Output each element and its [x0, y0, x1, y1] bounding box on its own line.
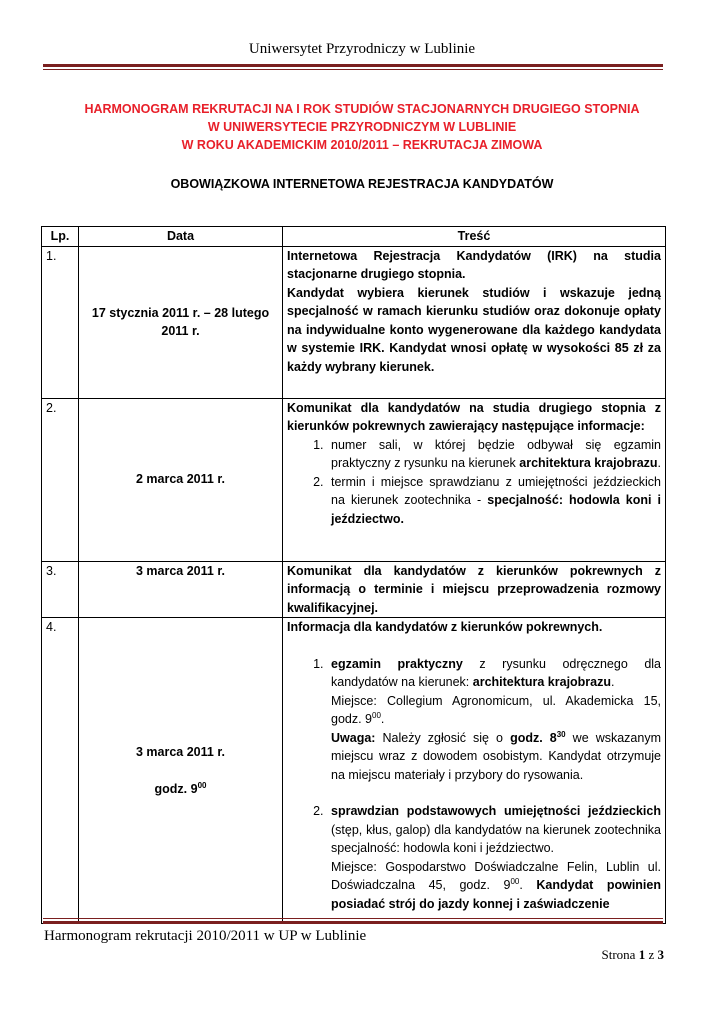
title-line: W ROKU AKADEMICKIM 2010/2011 – REKRUTACJA ZIMOWA [181, 138, 543, 152]
row-content [283, 618, 666, 924]
row-date: 17 stycznia 2011 r. – 28 lutego 2011 r. [79, 246, 283, 398]
footer-rule [43, 921, 663, 924]
list-item: 2. termin i miejsce sprawdzianu z umiejętności jeździeckich na kierunek zootechnika - specjalność: hodowla koni i jeździectwo. [327, 473, 661, 529]
row-lp: 1. [42, 246, 79, 398]
list-item: 1. numer sali, w której będzie odbywał się egzamin praktyczny z rysunku na kierunek architektura krajobrazu. [327, 436, 661, 473]
table-row [42, 561, 666, 618]
header-rule [43, 64, 663, 67]
row1-paragraph: Internetowa Rejestracja Kandydatów (IRK) na studia stacjonarne drugiego stopnia. [287, 248, 661, 281]
schedule-table [41, 226, 666, 924]
list-item: 1. egzamin praktyczny z rysunku odręcznego dla kandydatów na kierunek: architektura krajobrazu. Miejsce: Collegium Agronomicum, ul. Akademicka 15, godz. $9^{00}$. Uwaga: Należy zgłosić się o godz. $8^{30}$ we wskazanym miejscu wraz z dowodem osobistym. Kandydat otrzymuje na miejscu materiały i przybory do rysowania. [327, 655, 661, 785]
row-date [79, 618, 283, 924]
header-data: Data [79, 227, 283, 247]
row-date: 2 marca 2011 r. [79, 398, 283, 561]
row2-intro: Komunikat dla kandydatów na studia drugiego stopnia z kierunków pokrewnych zawierający następujące informacje: [287, 400, 661, 433]
page-header-title: Uniwersytet Przyrodniczy w Lublinie [248, 41, 476, 57]
row-date: 3 marca 2011 r. [79, 561, 283, 618]
table-header-row [42, 227, 666, 247]
row4-time: godz. $9^{00}$ [154, 780, 207, 796]
row1-paragraph: Kandydat wybiera kierunek studiów i wskazuje jedną specjalność w ramach kierunku studiów oraz dokonuje opłaty na indywidualne konto wygenerowane dla każdego kandydata w systemie IRK. Kandydat wnosi opłatę w wysokości 85 zł za każdy wybrany kierunek. [287, 285, 661, 374]
row4-intro: Informacja dla kandydatów z kierunków pokrewnych. [287, 620, 603, 634]
footer-title: Harmonogram rekrutacji 2010/2011 w UP w Lublinie [44, 928, 367, 944]
row-lp: 3. [42, 561, 79, 618]
row-content [283, 246, 666, 398]
page-number: Strona 1 z 3 [601, 947, 664, 962]
header-lp: Lp. [42, 227, 79, 247]
row-lp: 4. [42, 618, 79, 924]
document-subtitle: OBOWIĄZKOWA INTERNETOWA REJESTRACJA KANDYDATÓW [170, 177, 554, 191]
document-title [60, 100, 664, 154]
footer-rule-thin [43, 918, 663, 919]
title-line: W UNIWERSYTECIE PRZYRODNICZYM W LUBLINIE [207, 120, 517, 134]
row-content [283, 398, 666, 561]
header-tresc: Treść [283, 227, 666, 247]
row-lp: 2. [42, 398, 79, 561]
header-rule-thin [43, 69, 663, 70]
table-row [42, 398, 666, 561]
row-content: Komunikat dla kandydatów z kierunków pokrewnych z informacją o terminie i miejscu przeprowadzenia rozmowy kwalifikacyjnej. [283, 561, 666, 618]
list-item: 2. sprawdzian podstawowych umiejętności jeździeckich (stęp, kłus, galop) dla kandydatów na kierunek zootechnika specjalność: hodowla koni i jeździectwo. Miejsce: Gospodarstwo Doświadczalne Felin, Lublin ul. Doświadczalna 45, godz. $9^{00}$. Kandydat powinien posiadać strój do jazdy konnej i zaświadczenie [327, 802, 661, 913]
table-row [42, 246, 666, 398]
row4-date: 3 marca 2011 r. [136, 745, 225, 759]
table-row [42, 618, 666, 924]
title-line: HARMONOGRAM REKRUTACJI NA I ROK STUDIÓW STACJONARNYCH DRUGIEGO STOPNIA [84, 102, 640, 116]
